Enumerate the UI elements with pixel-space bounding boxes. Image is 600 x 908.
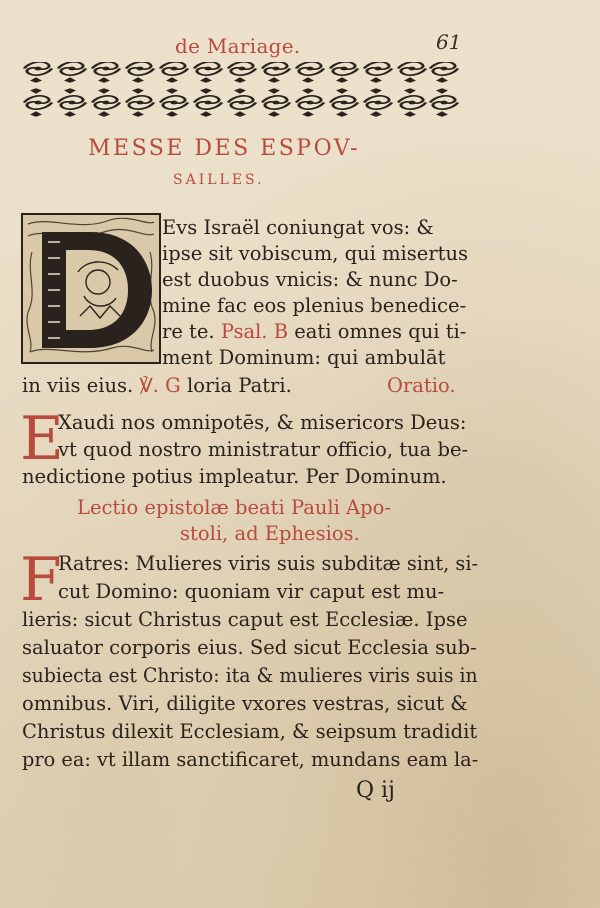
mass-title-line1: MESSE DES ESPOV- — [88, 136, 361, 161]
lectio-line-3: lieris: sicut Christus caput est Ecclesiæ. Ipse — [22, 608, 468, 631]
introit-line-1: Evs Israël coniungat vos: & — [162, 216, 434, 239]
introit-line-2: ipse sit vobiscum, qui misertus — [162, 242, 469, 265]
lectio-line-7: Christus dilexit Ecclesiam, & seipsum tradidit — [22, 720, 478, 743]
introit-line-6: ment Dominum: qui ambulāt — [162, 346, 446, 369]
lectio-line-4: saluator corporis eius. Sed sicut Ecclesia sub- — [22, 636, 477, 659]
signature-mark: Q ij — [356, 778, 395, 803]
lectio-line-1: Ratres: Mulieres viris suis subditæ sint, si- — [58, 552, 479, 575]
fleuron-row-top — [24, 62, 458, 83]
lectio-line-2: cut Domino: quoniam vir caput est mu- — [58, 580, 445, 603]
fleuron-row-bottom — [24, 88, 458, 117]
introit-line-5-text: re te. — [162, 320, 215, 343]
lectio-line-6: omnibus. Viri, diligite vxores vestras, sicut & — [22, 692, 468, 715]
lectio-initial-f: F — [20, 545, 62, 615]
woodcut-initial-d — [20, 212, 162, 365]
introit-line-7-rest: loria Patri. — [186, 374, 292, 397]
introit-line-7-text: in viis eius. — [22, 374, 134, 397]
introit-line-5 — [162, 322, 466, 342]
introit-line-3: est duobus vnicis: & nunc Do- — [162, 268, 458, 291]
running-header: de Mariage. — [175, 34, 301, 58]
lectio-line-8: pro ea: vt illam sanctificaret, mundans eam la- — [22, 748, 479, 771]
oratio-line-1: Xaudi nos omnipotēs, & misericors Deus: — [58, 411, 467, 434]
oratio-line-3: nedictione potius impleatur. Per Dominum. — [22, 465, 447, 488]
introit-line-4: mine fac eos plenius benedice- — [162, 294, 467, 317]
mass-title-line2: SAILLES. — [173, 172, 265, 188]
fleuron-ornament-band — [22, 62, 462, 122]
lectio-line-5: subiecta est Christo: ita & mulieres viris suis in — [22, 664, 478, 687]
page-number: 61 — [436, 30, 462, 54]
lectio-heading-line2: stoli, ad Ephesios. — [180, 522, 360, 545]
oratio-initial-e: E — [20, 404, 64, 474]
introit-line-5-rest: eati omnes qui ti- — [294, 320, 467, 343]
versicle-reference: ℣. G — [139, 374, 181, 397]
lectio-heading-line1: Lectio epistolæ beati Pauli Apo- — [77, 496, 391, 519]
psalm-reference: Psal. — [220, 320, 268, 343]
oratio-line-2: vt quod nostro ministratur officio, tua be- — [58, 438, 469, 461]
oratio-label: Oratio. — [387, 374, 456, 397]
psalm-initial: B — [273, 320, 289, 343]
introit-line-7 — [22, 376, 292, 396]
